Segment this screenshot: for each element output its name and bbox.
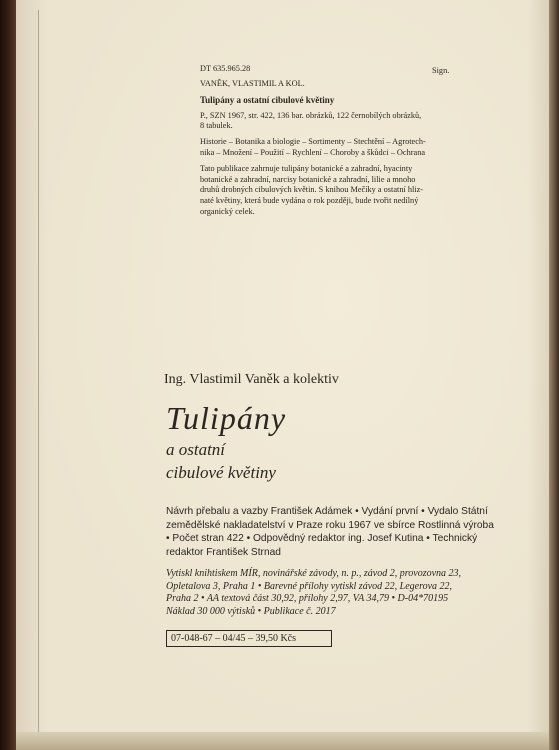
catalog-dt-number: DT 635.965.28 <box>200 64 251 73</box>
printer-info <box>166 568 516 618</box>
catalog-description-line: druhů drobných cibulových květin. S knihou Mečíky a ostatní hliz- <box>200 185 424 195</box>
printer-info-line: Vytiskl knihtiskem MÍR, novinářské závody, n. p., závod 2, provozovna 23, <box>166 568 462 579</box>
catalog-description-line: naté květiny, která bude vydána o rok později, bude tvořit nedílný <box>200 196 419 206</box>
catalog-publication-info <box>200 111 480 133</box>
book-spine <box>0 0 16 750</box>
printer-info-line: Opletalova 3, Praha 1 • Barevné přílohy vytiskl závod 22, Legerova 22, <box>166 580 453 592</box>
catalog-description-line: Tato publikace zahrnuje tulipány botanické a zahradní, hyacinty <box>200 163 413 173</box>
imprint-credits-line: redaktor František Strnad <box>166 546 281 558</box>
catalog-sign: Sign. <box>432 66 450 75</box>
catalog-description-line: botanické a zahradní, narcisy botanické a zahradní, lilie a mnoho <box>200 174 416 184</box>
book-subtitle-line: a ostatní <box>166 440 226 459</box>
page-margin-fold <box>38 10 39 740</box>
catalog-card <box>200 64 480 218</box>
imprint-credits-line: zemědělské nakladatelství v Praze roku 1967 ve sbírce Rostlinná výroba <box>166 519 494 531</box>
imprint-credits-line: Návrh přebalu a vazby František Adámek • Vydání první • Vydalo Státní <box>166 506 488 517</box>
catalog-title: Tulipány a ostatní cibulové květiny <box>200 94 335 105</box>
catalog-description <box>200 164 480 218</box>
catalog-subjects <box>200 137 480 159</box>
catalog-description-line: organický celek. <box>200 206 255 216</box>
imprint-credits <box>166 505 516 559</box>
book-subtitle <box>166 438 516 484</box>
catalog-subjects-line: nika – Množení – Použití – Rychlení – Choroby a škůdci – Ochrana <box>200 147 426 157</box>
imprint-credits-line: • Počet stran 422 • Odpovědný redaktor ing. Josef Kutina • Technický <box>166 533 478 544</box>
catalog-publication-line: P., SZN 1967, str. 422, 136 bar. obrázků, 122 černobílých obrázků, <box>200 110 422 120</box>
printer-info-line: Praha 2 • AA textová část 30,92, přílohy 2,97, VA 34,79 • D-04*70195 <box>166 593 449 605</box>
printer-info-line: Náklad 30 000 výtisků • Publikace č. 2017 <box>166 605 336 617</box>
price-box: 07-048-67 – 04/45 – 39,50 Kčs <box>166 630 332 647</box>
book-title: Tulipány <box>166 400 287 436</box>
catalog-card-header <box>200 64 480 77</box>
title-page-block <box>164 372 516 644</box>
page-bottom-edge <box>16 732 549 750</box>
book-author: Ing. Vlastimil Vaněk a kolektiv <box>164 372 339 387</box>
book-subtitle-line: cibulové květiny <box>166 463 276 482</box>
catalog-subjects-line: Historie – Botanika a biologie – Sortimenty – Stechtění – Agrotech- <box>200 137 426 147</box>
catalog-publication-line: 8 tabulek. <box>200 121 233 131</box>
catalog-author: VANĚK, VLASTIMIL A KOL. <box>200 79 305 88</box>
page-right-edge <box>549 0 559 750</box>
